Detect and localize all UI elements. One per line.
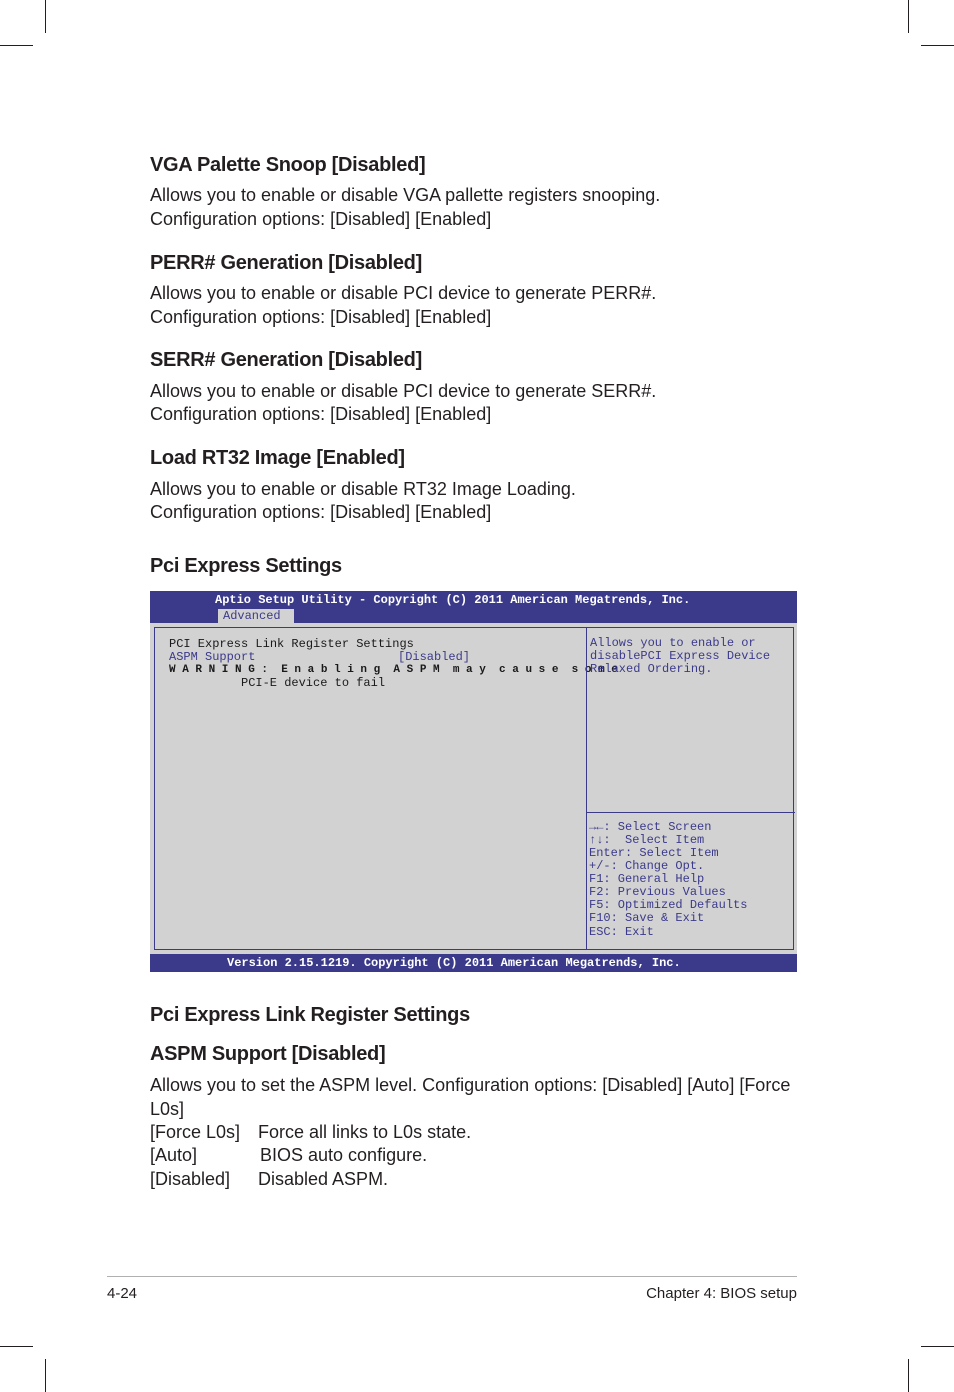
crop-mark	[908, 1359, 909, 1392]
section-config-options: Configuration options: [Disabled] [Enabled]	[150, 209, 492, 229]
aspm-description-cont: L0s]	[150, 1099, 185, 1119]
key-hint-enter: Enter: Select Item	[589, 846, 719, 860]
aspm-support-value[interactable]: [Disabled]	[398, 650, 471, 664]
tab-advanced[interactable]: Advanced	[218, 609, 294, 623]
key-hint-previous-values: F2: Previous Values	[589, 885, 726, 899]
aspm-option-desc: Disabled ASPM.	[258, 1169, 389, 1189]
help-line: disablePCI Express Device	[590, 649, 771, 663]
crop-mark	[921, 45, 954, 46]
pci-link-register-heading: Pci Express Link Register Settings	[150, 1004, 470, 1026]
bios-title-bar	[150, 591, 797, 623]
section-heading-load-rt32-image: Load RT32 Image [Enabled]	[150, 447, 405, 469]
section-config-options: Configuration options: [Disabled] [Enabled]	[150, 404, 492, 424]
section-config-options: Configuration options: [Disabled] [Enabled]	[150, 502, 492, 522]
key-hint-select-screen: →←: Select Screen	[589, 820, 712, 834]
aspm-description: Allows you to set the ASPM level. Configuration options: [Disabled] [Auto] [Force	[150, 1075, 791, 1095]
aspm-support-label[interactable]: ASPM Support	[169, 650, 256, 664]
aspm-option-desc: Force all links to L0s state.	[258, 1122, 472, 1142]
chapter-title: Chapter 4: BIOS setup	[646, 1285, 797, 1302]
bios-version: Version 2.15.1219. Copyright (C) 2011 American Megatrends, Inc.	[227, 956, 681, 970]
aspm-option-key: [Auto]	[150, 1145, 198, 1165]
bios-warning-line: PCI-E device to fail	[241, 676, 386, 690]
section-description: Allows you to enable or disable PCI device to generate PERR#.	[150, 283, 657, 303]
help-line: Relaxed Ordering.	[590, 662, 713, 676]
aspm-option-key: [Force L0s]	[150, 1122, 241, 1142]
crop-mark	[45, 0, 46, 33]
key-hint-save-exit: F10: Save & Exit	[589, 911, 705, 925]
pci-express-settings-heading: Pci Express Settings	[150, 555, 342, 577]
bios-group-title: PCI Express Link Register Settings	[169, 637, 414, 651]
aspm-option-key: [Disabled]	[150, 1169, 231, 1189]
aspm-support-heading: ASPM Support [Disabled]	[150, 1043, 386, 1065]
bios-main-panel	[154, 627, 794, 950]
section-heading-perr-generation: PERR# Generation [Disabled]	[150, 252, 422, 274]
footer-divider	[107, 1276, 797, 1277]
bios-warning-line: W A R N I N G : E n a b l i n g A S P M m a y c a u s e s o m e	[169, 664, 618, 676]
bios-version-bar	[150, 954, 797, 972]
help-line: Allows you to enable or	[590, 636, 756, 650]
section-heading-vga-palette-snoop: VGA Palette Snoop [Disabled]	[150, 154, 426, 176]
crop-mark	[45, 1359, 46, 1392]
bios-title: Aptio Setup Utility - Copyright (C) 2011 American Megatrends, Inc.	[215, 593, 691, 607]
key-hint-select-item: ↑↓: Select Item	[589, 833, 705, 847]
key-hint-general-help: F1: General Help	[589, 872, 705, 886]
section-description: Allows you to enable or disable VGA pallette registers snooping.	[150, 185, 661, 205]
crop-mark	[0, 45, 33, 46]
bios-help-text	[587, 628, 795, 813]
section-description: Allows you to enable or disable PCI device to generate SERR#.	[150, 381, 657, 401]
aspm-option-desc: BIOS auto configure.	[260, 1145, 428, 1165]
crop-mark	[0, 1346, 33, 1347]
key-hint-optimized-defaults: F5: Optimized Defaults	[589, 898, 748, 912]
section-heading-serr-generation: SERR# Generation [Disabled]	[150, 349, 422, 371]
crop-mark	[908, 0, 909, 33]
bios-screen	[150, 591, 797, 972]
section-description: Allows you to enable or disable RT32 Image Loading.	[150, 479, 576, 499]
bios-settings-pane	[155, 628, 618, 949]
key-hint-change-opt: +/-: Change Opt.	[589, 859, 705, 873]
page-number: 4-24	[107, 1285, 138, 1302]
section-config-options: Configuration options: [Disabled] [Enabled]	[150, 307, 492, 327]
bios-help-pane	[586, 628, 795, 949]
crop-mark	[921, 1346, 954, 1347]
key-hint-esc-exit: ESC: Exit	[589, 925, 654, 939]
